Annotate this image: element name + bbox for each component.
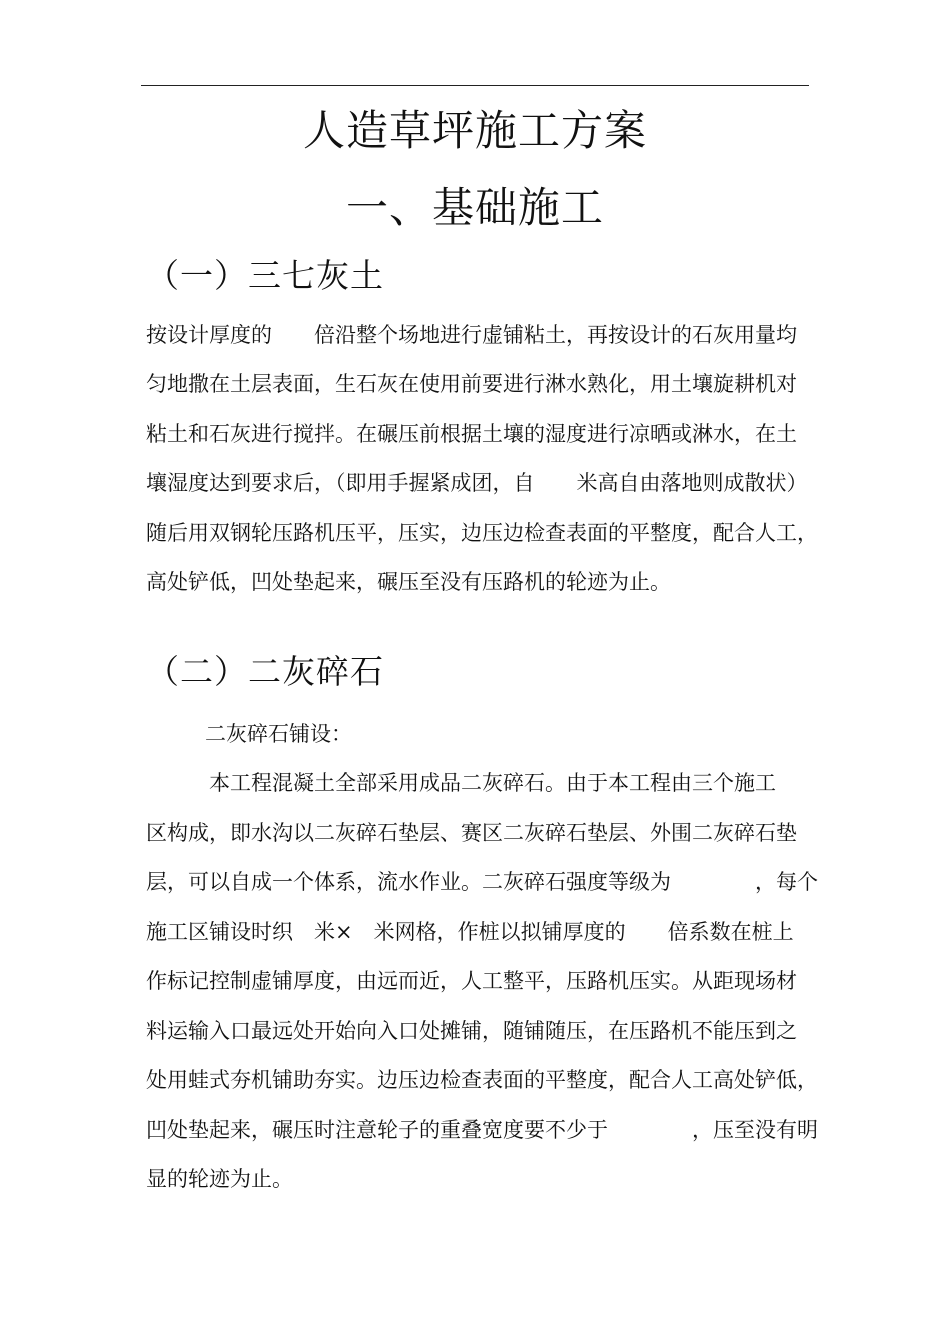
section-heading-lime-gravel: （二）二灰碎石 <box>146 652 384 691</box>
paragraph-line: 高处铲低，凹处垫起来，碾压至没有压路机的轮迹为止。 <box>146 570 671 594</box>
paragraph-line: 匀地撒在土层表面，生石灰在使用前要进行淋水熟化，用土壤旋耕机对 <box>146 372 797 396</box>
paragraph-line: 作标记控制虚铺厚度，由远而近，人工整平，压路机压实。从距现场材 <box>146 969 797 993</box>
header-rule <box>141 85 809 86</box>
paragraph-line: 粘土和石灰进行搅拌。在碾压前根据土壤的湿度进行凉晒或淋水，在土 <box>146 422 797 446</box>
paragraph-line: 凹处垫起来，碾压时注意轮子的重叠宽度要不少于 ，压至没有明 <box>146 1118 818 1142</box>
paragraph-line: 施工区铺设时织 米× 米网格，作桩以拟铺厚度的 倍系数在桩上 <box>146 920 794 944</box>
paragraph-line: 按设计厚度的 倍沿整个场地进行虚铺粘土，再按设计的石灰用量均 <box>146 323 797 347</box>
paragraph-line: 处用蛙式夯机铺助夯实。边压边检查表面的平整度，配合人工高处铲低， <box>146 1068 818 1092</box>
paragraph-line: 料运输入口最远处开始向入口处摊铺，随铺随压，在压路机不能压到之 <box>146 1019 797 1043</box>
document-title: 人造草坪施工方案 <box>302 106 647 155</box>
paragraph-line: 层，可以自成一个体系，流水作业。二灰碎石强度等级为 ，每个 <box>146 870 818 894</box>
section-heading-lime-soil: （一）三七灰土 <box>146 256 384 295</box>
paragraph-line: 本工程混凝土全部采用成品二灰碎石。由于本工程由三个施工 <box>146 771 776 795</box>
paragraph-line: 区构成，即水沟以二灰碎石垫层、赛区二灰碎石垫层、外围二灰碎石垫 <box>146 821 797 845</box>
paragraph-line: 显的轮迹为止。 <box>146 1167 293 1191</box>
subheading-gravel-laying: 二灰碎石铺设： <box>205 722 352 746</box>
paragraph-line: 壤湿度达到要求后，（即用手握紧成团，自 米高自由落地则成散状） <box>146 471 808 495</box>
heading-foundation-construction: 一、基础施工 <box>345 183 604 232</box>
paragraph-line: 随后用双钢轮压路机压平，压实，边压边检查表面的平整度，配合人工， <box>146 521 818 545</box>
